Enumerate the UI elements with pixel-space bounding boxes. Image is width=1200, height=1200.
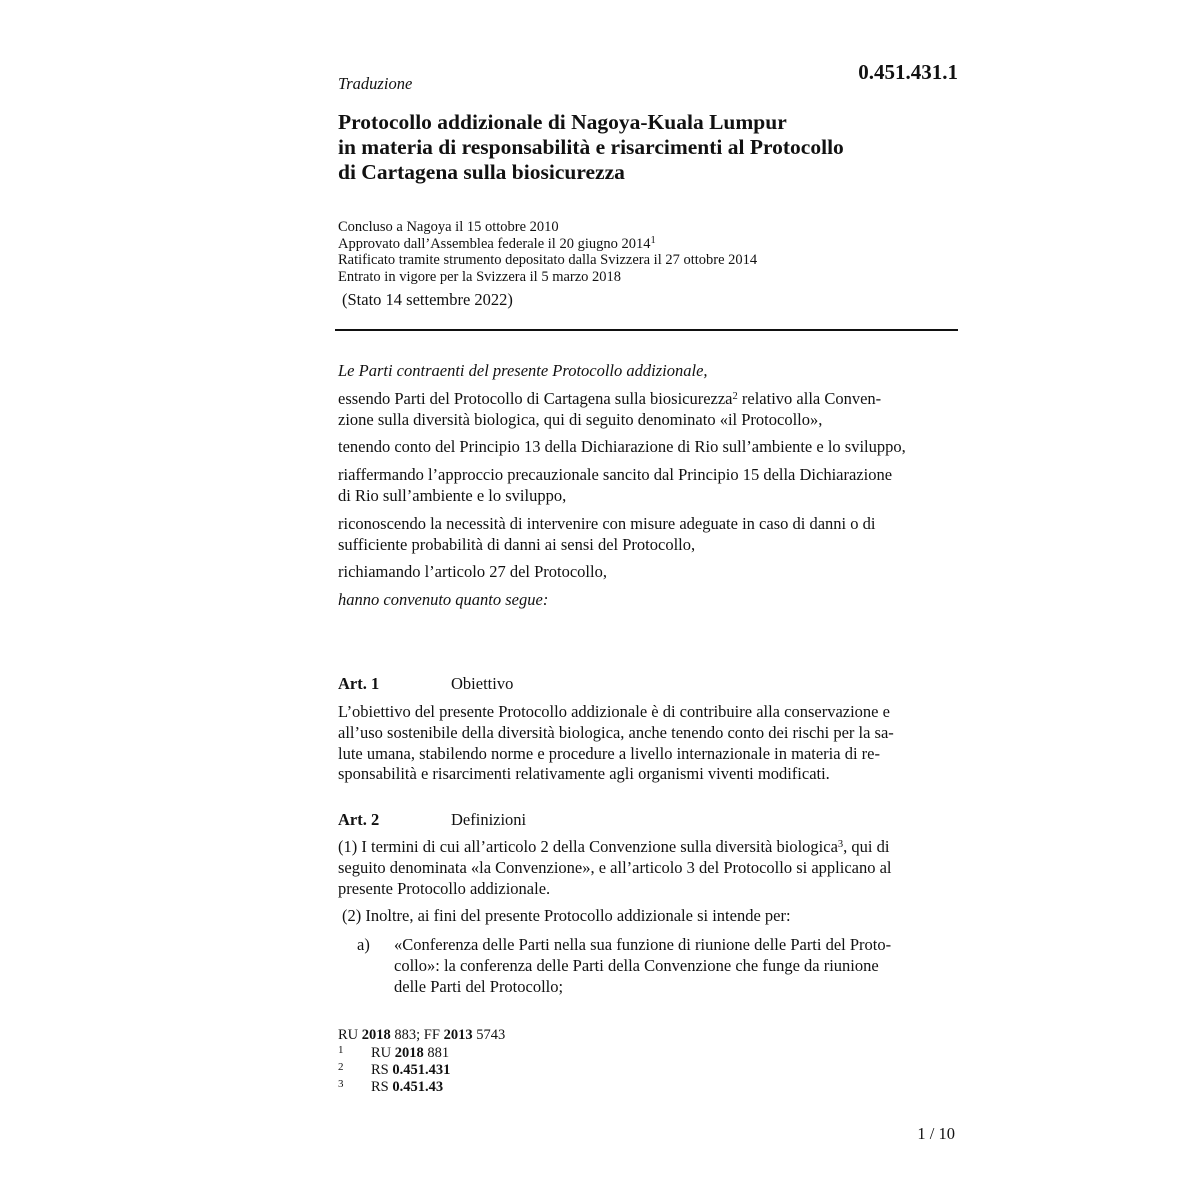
document-title	[338, 110, 958, 185]
preamble-paragraph: tenendo conto del Principio 13 della Dichiarazione di Rio sull’ambiente e lo sviluppo,	[338, 437, 906, 456]
list-marker: a)	[357, 935, 370, 954]
footnote-ref[interactable]: 1	[650, 234, 656, 246]
list-item: «Conferenza delle Parti nella sua funzione di riunione delle Parti del Proto- collo»: la conferenza delle Parti della Convenzione che funge da riunione delle Parti del Protocollo;	[394, 935, 892, 996]
article-title: Obiettivo	[451, 674, 514, 693]
footnote: 1 RU 2018 881	[338, 1044, 450, 1061]
preamble-paragraph: riconoscendo la necessità di intervenire con misure adeguate in caso di danni o di sufficiente probabilità di danni ai sensi del Protocollo,	[338, 514, 876, 554]
preamble-paragraph: richiamando l’articolo 27 del Protocollo,	[338, 562, 607, 581]
meta-entered: Entrato in vigore per la Svizzera il 5 marzo 2018	[338, 268, 622, 285]
preamble-intro: Le Parti contraenti del presente Protocollo addizionale,	[338, 361, 708, 380]
title-line: di Cartagena sulla biosicurezza	[338, 160, 625, 184]
article-number: Art. 1	[338, 674, 380, 693]
meta-concluded: Concluso a Nagoya il 15 ottobre 2010	[338, 219, 559, 235]
article-heading	[338, 810, 526, 830]
article-title: Definizioni	[451, 810, 527, 829]
document-number: 0.451.431.1	[858, 60, 958, 84]
meta-approved: Approvato dall’Assemblea federale il 20 giugno 2014$^1$	[338, 234, 656, 252]
document-metadata	[338, 219, 757, 285]
official-reference: RU 2018 883; FF 2013 5743	[338, 1027, 506, 1043]
page-number: 1 / 10	[917, 1124, 955, 1143]
header-divider	[335, 329, 958, 331]
article-body: L’obiettivo del presente Protocollo addizionale è di contribuire alla conservazione e all’uso sostenibile della diversità biologica, anche tenendo conto dei rischi per la sa- lute umana, stabilendo norme e procedure a livello internazionale in materia di re- sponsabilità e risarcimenti relativamente agli organismi viventi modificati.	[338, 702, 894, 784]
article-number: Art. 2	[338, 810, 380, 829]
article-heading	[338, 674, 513, 694]
preamble-paragraph: riaffermando l’approccio precauzionale sancito dal Principio 15 della Dichiarazione di Rio sull’ambiente e lo sviluppo,	[338, 465, 893, 505]
footnote-ref[interactable]: 2	[732, 391, 738, 402]
status-date: (Stato 14 settembre 2022)	[342, 290, 513, 309]
title-line: in materia di responsabilità e risarcimenti al Protocollo	[338, 135, 844, 159]
translation-label: Traduzione	[338, 74, 413, 93]
footnote: 3 RS 0.451.43	[338, 1078, 444, 1095]
article-paragraph: (1) I termini di cui all’articolo 2 della Convenzione sulla diversità biologica$^3$, qui di seguito denominata «la Convenzione», e all’articolo 3 del Protocollo si applicano al presente Protocollo addizionale.	[338, 837, 892, 898]
article-paragraph: (2) Inoltre, ai fini del presente Protocollo addizionale si intende per:	[342, 906, 791, 925]
title-line: Protocollo addizionale di Nagoya-Kuala Lumpur	[338, 110, 787, 134]
preamble-paragraph: essendo Parti del Protocollo di Cartagena sulla biosicurezza$^2$ relativo alla Conven- zione sulla diversità biologica, qui di seguito denominato «il Protocollo»,	[338, 389, 882, 429]
footnote-ref[interactable]: 3	[837, 839, 844, 850]
footnote: 2 RS 0.451.431	[338, 1061, 451, 1078]
meta-ratified: Ratificato tramite strumento depositato dalla Svizzera il 27 ottobre 2014	[338, 252, 758, 268]
preamble-closing: hanno convenuto quanto segue:	[338, 590, 549, 609]
